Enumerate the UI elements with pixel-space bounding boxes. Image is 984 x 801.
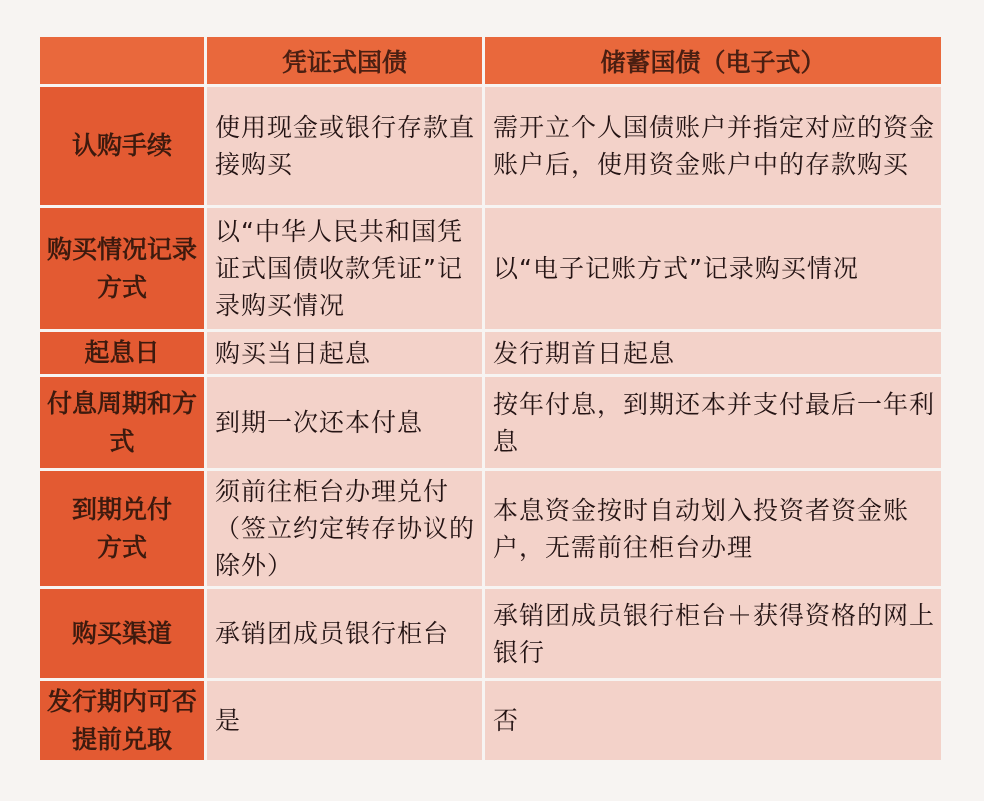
table-row [40,377,941,471]
row-label-value-date: 起息日 [40,332,207,377]
cell-electronic-purchase-channel: 承销团成员银行柜台＋获得资格的网上银行 [485,589,941,681]
row-label-record-method: 购买情况记录方式 [40,208,207,332]
row-label-early-redemption: 发行期内可否提前兑取 [40,681,207,760]
table-row [40,208,941,332]
row-label-purchase-channel: 购买渠道 [40,589,207,681]
bond-comparison-table-wrapper [40,37,941,760]
cell-certificate-value-date: 购买当日起息 [207,332,485,377]
table-row [40,681,941,760]
row-label-interest-cycle: 付息周期和方式 [40,377,207,471]
row-label-subscription: 认购手续 [40,87,207,208]
cell-electronic-early-redemption: 否 [485,681,941,760]
cell-certificate-early-redemption: 是 [207,681,485,760]
cell-certificate-subscription: 使用现金或银行存款直接购买 [207,87,485,208]
cell-electronic-redemption-method: 本息资金按时自动划入投资者资金账户，无需前往柜台办理 [485,471,941,589]
header-electronic-bond: 储蓄国债（电子式） [485,37,941,87]
cell-certificate-redemption-method: 须前往柜台办理兑付（签立约定转存协议的除外） [207,471,485,589]
table-row [40,471,941,589]
header-corner [40,37,207,87]
table-row [40,332,941,377]
cell-certificate-record-method: 以“中华人民共和国凭证式国债收款凭证”记录购买情况 [207,208,485,332]
cell-electronic-value-date: 发行期首日起息 [485,332,941,377]
cell-electronic-subscription: 需开立个人国债账户并指定对应的资金账户后，使用资金账户中的存款购买 [485,87,941,208]
cell-electronic-interest-cycle: 按年付息，到期还本并支付最后一年利息 [485,377,941,471]
cell-electronic-record-method: 以“电子记账方式”记录购买情况 [485,208,941,332]
table-row [40,87,941,208]
header-row [40,37,941,87]
table-row [40,589,941,681]
cell-certificate-interest-cycle: 到期一次还本付息 [207,377,485,471]
header-certificate-bond: 凭证式国债 [207,37,485,87]
row-label-redemption-method: 到期兑付方式 [40,471,207,589]
bond-comparison-table [40,37,941,760]
cell-certificate-purchase-channel: 承销团成员银行柜台 [207,589,485,681]
